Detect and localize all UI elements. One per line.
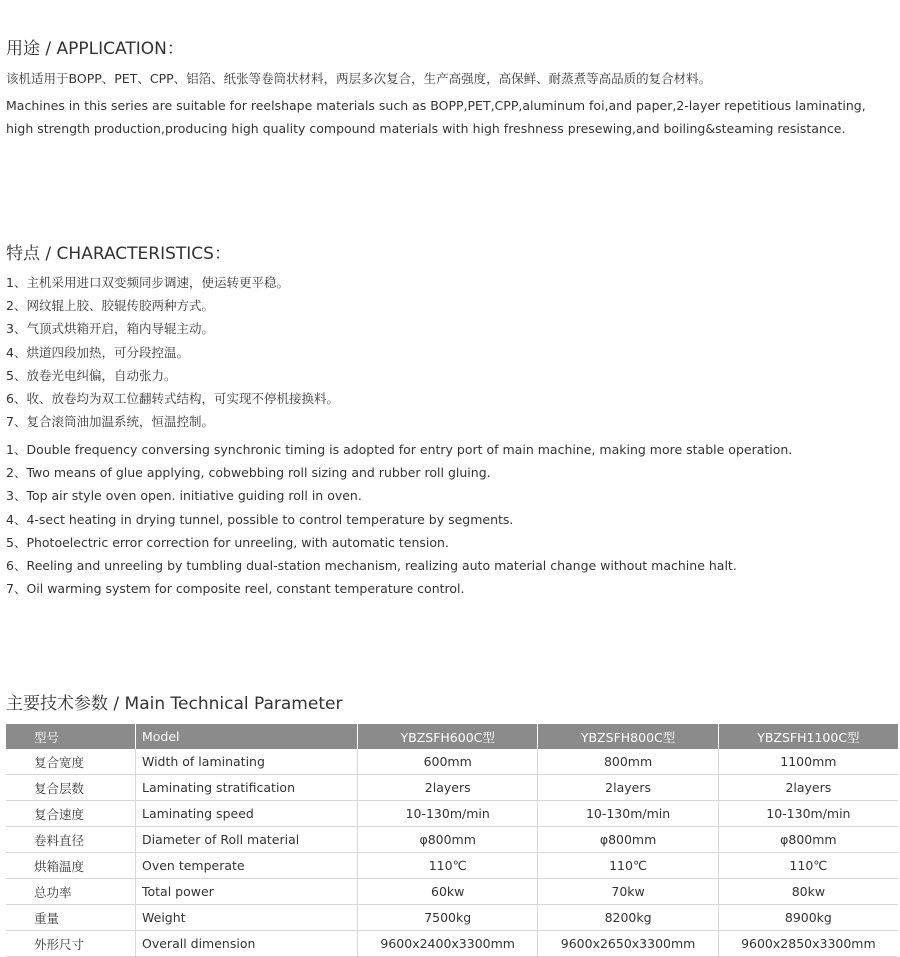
table-cell: 9600x2850x3300mm xyxy=(718,931,898,957)
header-cell: YBZSFH600C型 xyxy=(358,724,538,749)
list-item: 4、烘道四段加热，可分段控温。 xyxy=(6,344,189,360)
table-cell: 2layers xyxy=(358,775,538,801)
table-cell: 60kw xyxy=(358,879,538,905)
table-cell: 复合层数 xyxy=(6,775,136,801)
table-cell: Oven temperate xyxy=(136,853,358,879)
table-cell: 总功率 xyxy=(6,879,136,905)
parameters-title: 主要技术参数 / Main Technical Parameter xyxy=(6,694,343,714)
table-cell: 600mm xyxy=(358,749,538,775)
table-cell: 烘箱温度 xyxy=(6,853,136,879)
table-row xyxy=(6,775,898,801)
table-cell: Weight xyxy=(136,905,358,931)
table-cell: 9600x2650x3300mm xyxy=(538,931,718,957)
table-cell: Laminating speed xyxy=(136,801,358,827)
table-cell: 8200kg xyxy=(538,905,718,931)
list-item: 7、Oil warming system for composite reel, constant temperature control. xyxy=(6,581,465,597)
list-item: 5、放卷光电纠偏，自动张力。 xyxy=(6,367,177,383)
table-row xyxy=(6,905,898,931)
table-cell: 80kw xyxy=(718,879,898,905)
table-cell: 8900kg xyxy=(718,905,898,931)
header-cell: YBZSFH800C型 xyxy=(538,724,718,749)
table-row xyxy=(6,879,898,905)
application-cn-text: 该机适用于BOPP、PET、CPP、铝箔、纸张等卷筒状材料，两层多次复合，生产高强度，高保鲜、耐蒸煮等高品质的复合材料。 xyxy=(6,71,712,86)
list-item: 6、收、放卷均为双工位翻转式结构，可实现不停机接换料。 xyxy=(6,390,339,406)
table-cell: Width of laminating xyxy=(136,749,358,775)
table-cell: 70kw xyxy=(538,879,718,905)
table-header-row xyxy=(6,724,898,749)
table-cell: φ800mm xyxy=(538,827,718,853)
list-item: 2、Two means of glue applying, cobwebbing roll sizing and rubber roll gluing. xyxy=(6,465,491,481)
table-cell: φ800mm xyxy=(718,827,898,853)
header-cell: YBZSFH1100C型 xyxy=(718,724,898,749)
table-cell: 重量 xyxy=(6,905,136,931)
table-cell: Overall dimension xyxy=(136,931,358,957)
table-row xyxy=(6,827,898,853)
table-cell: 复合宽度 xyxy=(6,749,136,775)
table-cell: 110℃ xyxy=(538,853,718,879)
characteristics-en-list xyxy=(6,438,792,600)
table-cell: 7500kg xyxy=(358,905,538,931)
list-item: 3、Top air style oven open. initiative guiding roll in oven. xyxy=(6,488,362,504)
table-cell: φ800mm xyxy=(358,827,538,853)
table-row xyxy=(6,801,898,827)
list-item: 1、主机采用进口双变频同步调速，使运转更平稳。 xyxy=(6,275,289,290)
table-cell: 9600x2400x3300mm xyxy=(358,931,538,957)
table-cell: 1100mm xyxy=(718,749,898,775)
application-en-text: Machines in this series are suitable for reelshape materials such as BOPP,PET,CPP,aluminum foi,and paper,2-layer repetitious laminating, high strength production,producing high quality compound materials with high freshness presewing,and boiling&steaming resistance. xyxy=(6,98,866,136)
table-cell: Diameter of Roll material xyxy=(136,827,358,853)
list-item: 6、Reeling and unreeling by tumbling dual-station mechanism, realizing auto material change without machine halt. xyxy=(6,557,737,573)
list-item: 1、Double frequency conversing synchronic timing is adopted for entry port of main machine, making more stable operation. xyxy=(6,442,793,457)
list-item: 5、Photoelectric error correction for unreeling, with automatic tension. xyxy=(6,534,449,550)
application-title: 用途 / APPLICATION： xyxy=(6,39,184,59)
table-cell: 外形尺寸 xyxy=(6,931,136,957)
parameters-table xyxy=(6,724,898,957)
characteristics-title: 特点 / CHARACTERISTICS： xyxy=(6,244,231,264)
table-cell: Laminating stratification xyxy=(136,775,358,801)
table-row xyxy=(6,931,898,957)
table-cell: Total power xyxy=(136,879,358,905)
table-cell: 10-130m/min xyxy=(718,801,898,827)
list-item: 4、4-sect heating in drying tunnel, possible to control temperature by segments. xyxy=(6,511,514,527)
header-cell: 型号 xyxy=(6,724,136,749)
table-cell: 卷料直径 xyxy=(6,827,136,853)
table-cell: 2layers xyxy=(718,775,898,801)
list-item: 3、气顶式烘箱开启，箱内导辊主动。 xyxy=(6,321,214,337)
table-cell: 110℃ xyxy=(358,853,538,879)
list-item: 2、网纹辊上胶、胶辊传胶两种方式。 xyxy=(6,298,214,314)
table-cell: 2layers xyxy=(538,775,718,801)
table-cell: 10-130m/min xyxy=(358,801,538,827)
list-item: 7、复合滚筒油加温系统，恒温控制。 xyxy=(6,414,214,430)
header-cell: Model xyxy=(136,724,358,749)
characteristics-cn-list xyxy=(6,271,339,433)
table-cell: 110℃ xyxy=(718,853,898,879)
table-row xyxy=(6,853,898,879)
table-cell: 复合速度 xyxy=(6,801,136,827)
table-cell: 10-130m/min xyxy=(538,801,718,827)
table-row xyxy=(6,749,898,775)
table-cell: 800mm xyxy=(538,749,718,775)
